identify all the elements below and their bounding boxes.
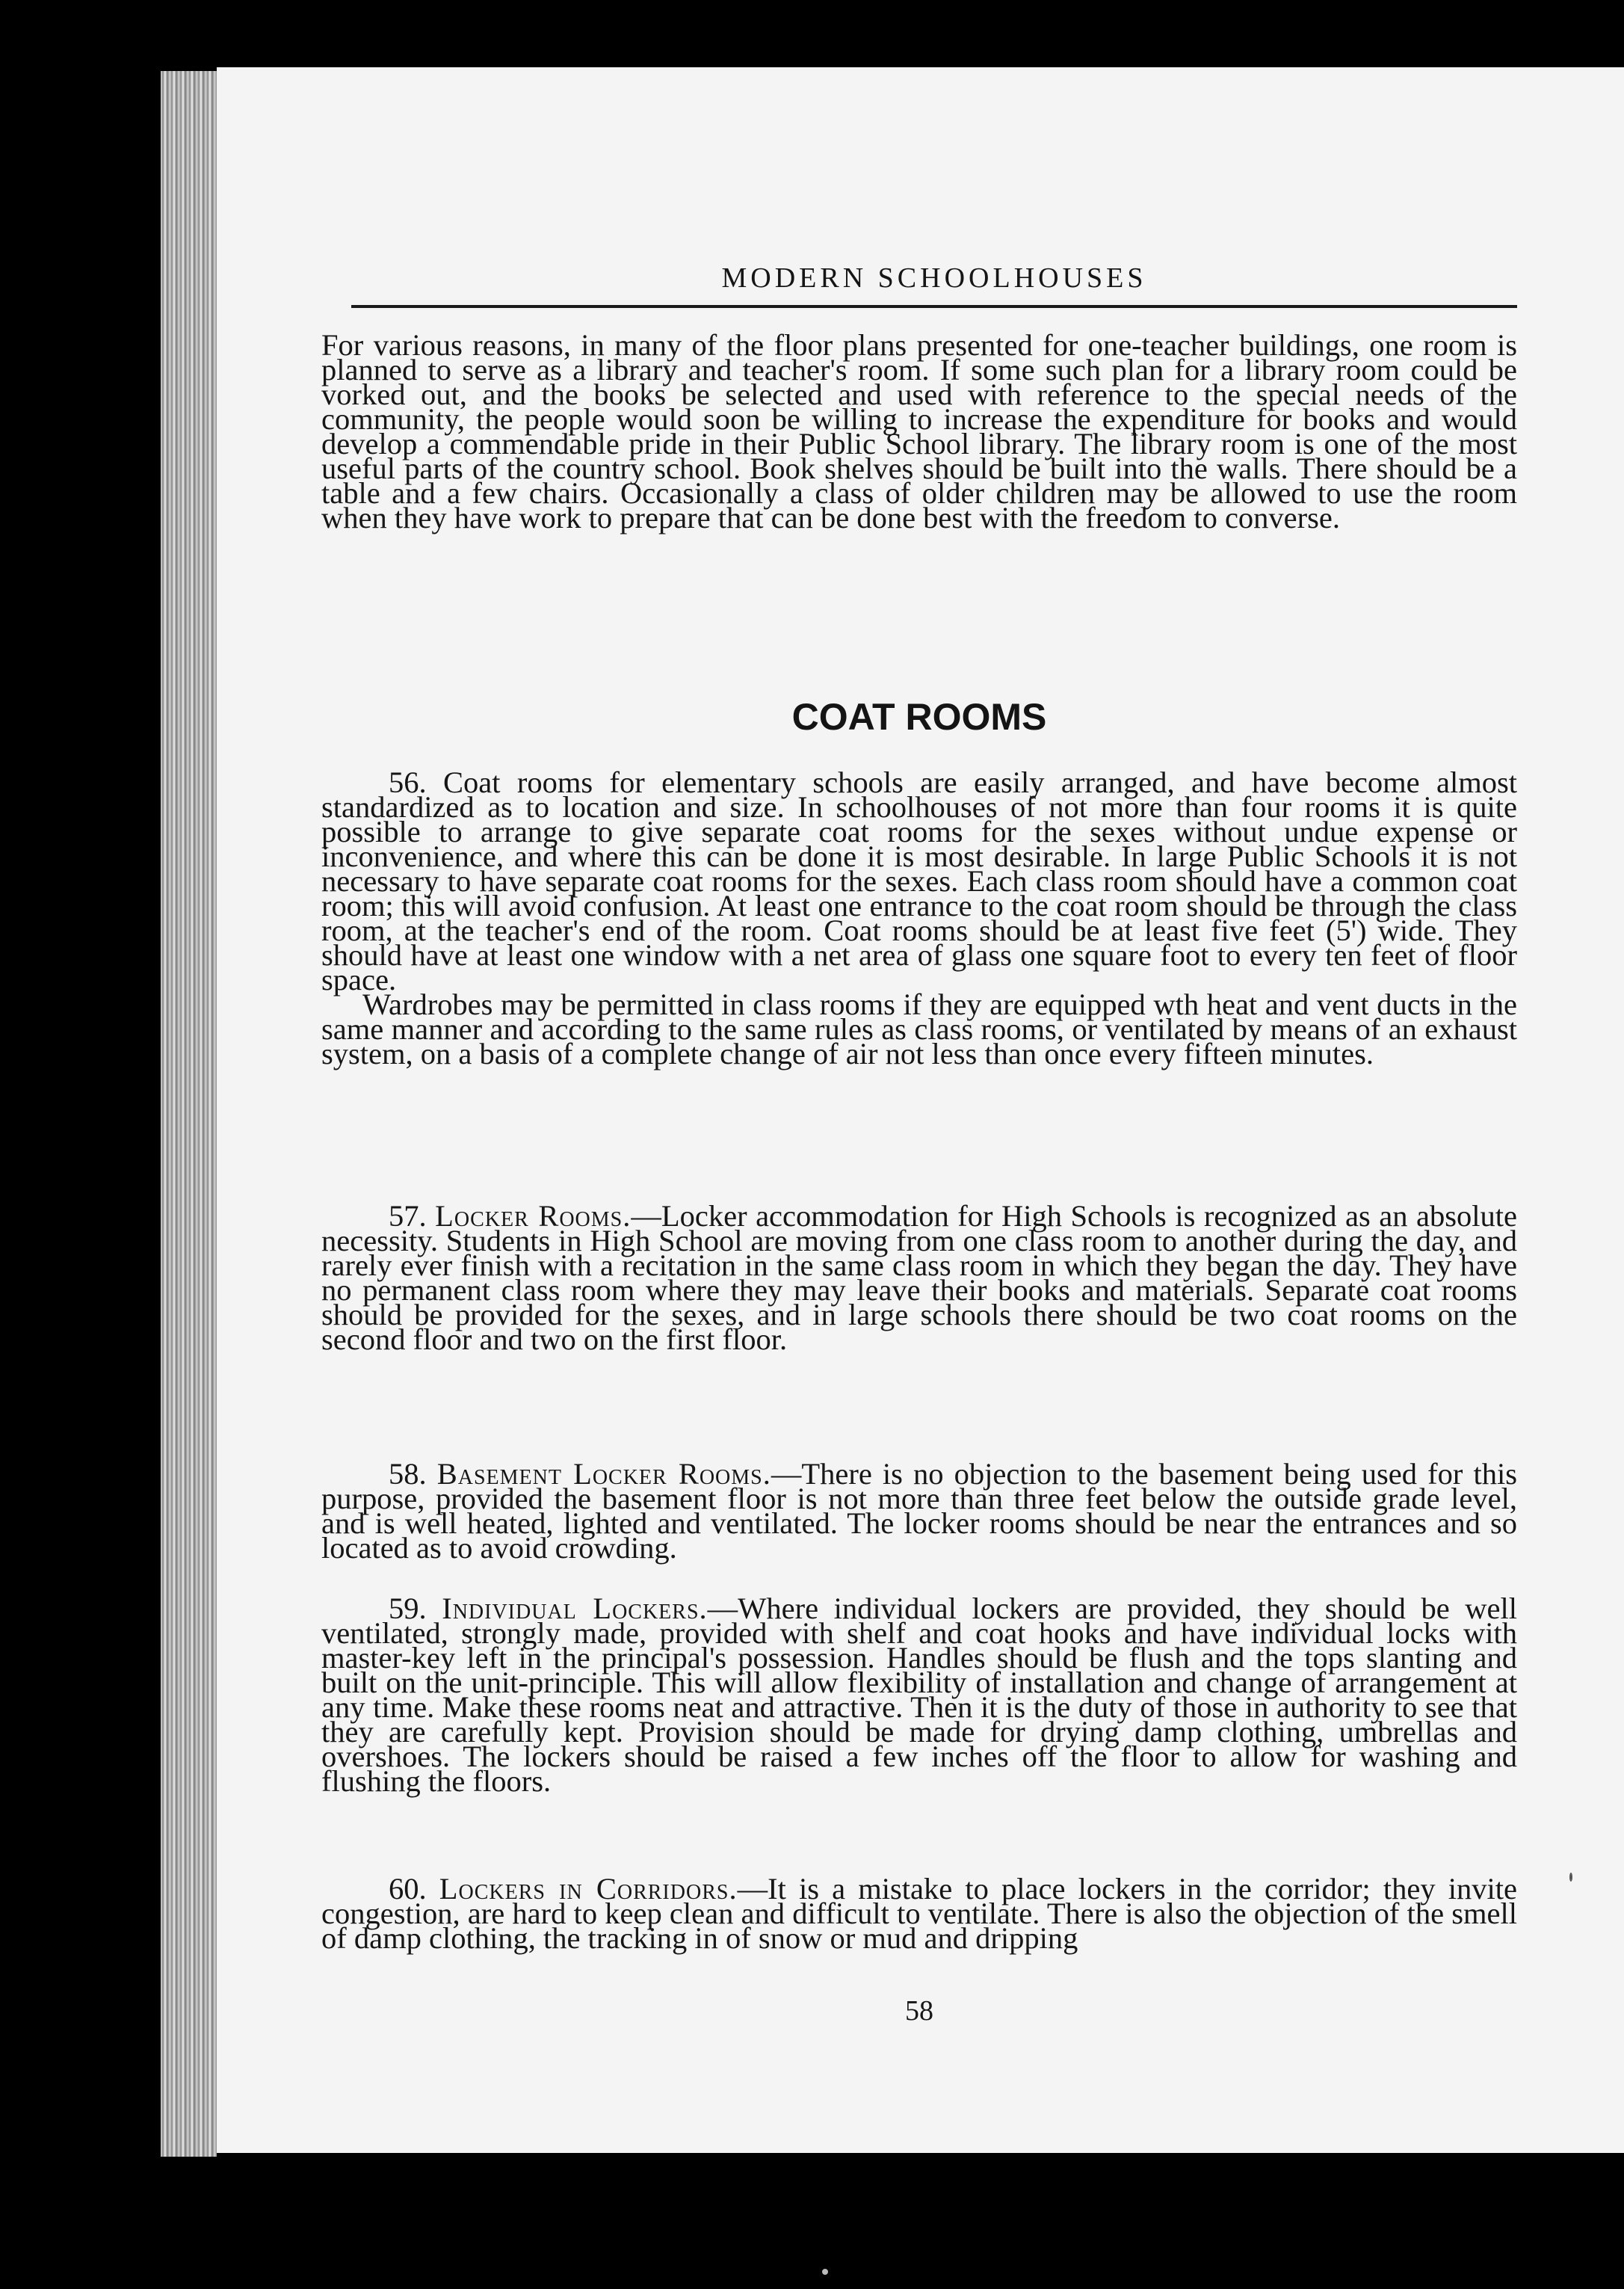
header-rule (351, 305, 1517, 308)
paragraph-57-heading: Locker Rooms. (435, 1199, 632, 1233)
paragraph-59-number: 59. (389, 1592, 427, 1625)
section-heading: COAT ROOMS (791, 696, 1047, 738)
scan-speck (822, 2269, 828, 2275)
paragraph-60 (321, 1872, 1517, 1955)
paragraph-59-body: —Where individual lockers are provided, they should be well ventilated, strongly made, provided with shelf and coat hooks and have individual locks with master-key left in the principal's possession. Handles should be flush and the tops slanting and built on the unit-principle. This will allow flexibility of installation and change of arrangement at any time. Make these rooms neat and attractive. Then it is the duty of those in authority to see that they are carefully kept. Provision should be made for drying damp clothing, umbrellas and overshoes. The lockers should be raised a few inches off the floor to allow for washing and flushing the floors. (321, 1592, 1518, 1798)
coat-rooms-block (321, 765, 1517, 1070)
intro-paragraph: For various reasons, in many of the floor plans presented for one-teacher buildings, one room is planned to serve as a library and teacher's room. If some such plan for a library room could be vorked out, and the books be selected and used with reference to the special needs of the community, the people would soon be willing to increase the expenditure for books and would develop a commendable pride in their Public School library. The library room is one of the most useful parts of the country school. Book shelves should be built into the walls. There should be a table and a few chairs. Occasionally a class of older children may be allowed to use the room when they have work to prepare that can be done best with the freedom to converse. (321, 328, 1517, 534)
paragraph-58-number: 58. (389, 1457, 427, 1491)
paragraph-58-heading: Basement Locker Rooms. (436, 1457, 771, 1491)
paragraph-57 (321, 1199, 1518, 1356)
scan-speck (1569, 1873, 1572, 1882)
paragraph-60-body: —It is a mistake to place lockers in the corridor; they invite congestion, are hard to keep clean and difficult to ventilate. There is also the objection of the smell of damp clothing, the tracking in of snow or mud and dripping (321, 1872, 1517, 1955)
paragraph-wardrobes: Wardrobes may be permitted in class rooms if they are equipped wth heat and vent ducts in the same manner and according to the same rules as class rooms, or ventilated by means of an exhaust system, on a basis of a complete change of air not less than once every fifteen minutes. (321, 988, 1517, 1070)
paragraph-59 (321, 1592, 1518, 1798)
paragraph-58-body: —There is no objection to the basement being used for this purpose, provided the basement floor is not more than three feet below the outside grade level, and is well heated, lighted and ventilated. The locker rooms should be near the entrances and so located as to avoid crowding. (321, 1457, 1517, 1565)
page-number: 58 (905, 1995, 933, 2027)
paragraph-57-body: —Locker accommodation for High Schools is recognized as an absolute necessity. Students in High School are moving from one class room to another during the day, and rarely ever finish with a recitation in the same class room in which they began the day. They have no permanent class room where they may leave their books and materials. Separate coat rooms should be provided for the sexes, and in large schools there should be two coat rooms on the second floor and two on the first floor. (321, 1199, 1518, 1356)
paragraph-56: 56. Coat rooms for elementary schools are easily arranged, and have become almost standardized as to location and size. In schoolhouses of not more than four rooms it is quite possible to arrange to give separate coat rooms for the sexes without undue expense or inconvenience, and where this can be done it is most desirable. In large Public Schools it is not necessary to have separate coat rooms for the sexes. Each class room should have a common coat room; this will avoid confusion. At least one entrance to the coat room should be through the class room, at the teacher's end of the room. Coat rooms should be at least five feet (5') wide. They should have at least one window with a net area of glass one square foot to every ten feet of floor space. (321, 765, 1517, 996)
paragraph-60-number: 60. (389, 1872, 427, 1906)
paragraph-59-heading: Individual Lockers. (442, 1592, 708, 1625)
book-binding-gutter (161, 71, 217, 2157)
paragraph-57-number: 57. (389, 1199, 427, 1233)
paragraph-60-heading: Lockers in Corridors. (439, 1872, 738, 1906)
paragraph-58 (321, 1457, 1517, 1565)
intro-block (321, 328, 1517, 534)
running-header: MODERN SCHOOLHOUSES (721, 262, 1147, 294)
